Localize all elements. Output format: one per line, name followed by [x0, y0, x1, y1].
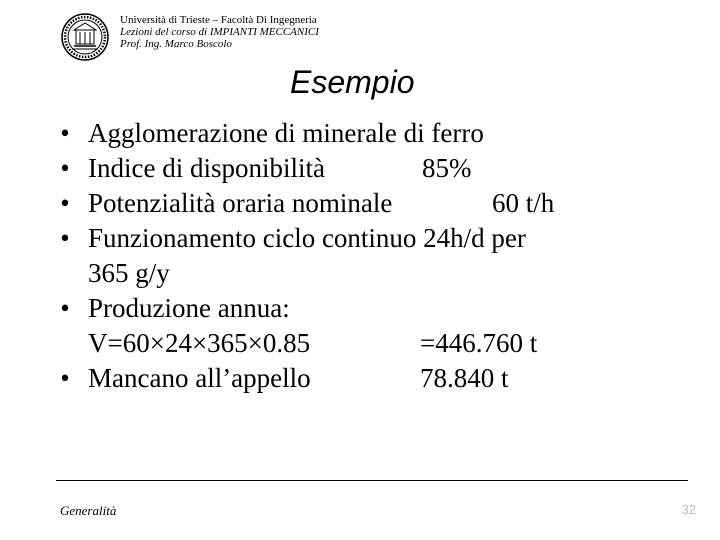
bullet-value: 78.840 t [420, 363, 509, 393]
bullet-label: Mancano all’appello [88, 363, 311, 393]
formula-text: V=60×24×365×0.85 [88, 328, 311, 358]
bullet-item [56, 151, 696, 186]
bullet-item [56, 291, 696, 361]
bullet-item [56, 186, 696, 221]
footer-divider [56, 480, 688, 481]
bullet-item [56, 361, 696, 396]
bullet-value: 85% [422, 153, 472, 183]
bullet-icon: • [60, 293, 70, 323]
bullet-list [56, 116, 696, 396]
header-course: Lezioni del corso di IMPIANTI MECCANICI [120, 26, 319, 38]
bullet-item [56, 221, 696, 291]
bullet-label: Indice di disponibilità [88, 153, 325, 183]
header-block [120, 14, 319, 50]
formula-result: =446.760 t [420, 328, 538, 358]
bullet-text-continued: 365 g/y [88, 258, 170, 288]
bullet-value: 60 t/h [492, 188, 555, 218]
page-number: 32 [681, 502, 696, 517]
university-seal-icon [60, 12, 110, 62]
bullet-icon: • [60, 153, 70, 183]
slide-title: Esempio [290, 64, 415, 100]
header-professor: Prof. Ing. Marco Boscolo [120, 38, 232, 50]
footer-section: Generalità [60, 503, 117, 518]
bullet-text: Agglomerazione di minerale di ferro [88, 118, 484, 148]
bullet-icon: • [60, 118, 70, 148]
bullet-text: Produzione annua: [88, 293, 290, 323]
bullet-icon: • [60, 188, 70, 218]
header-university: Università di Trieste – Facoltà Di Ingegneria [120, 14, 317, 26]
bullet-label: Potenzialità oraria nominale [88, 188, 393, 218]
bullet-text: Funzionamento ciclo continuo 24h/d per [88, 223, 526, 253]
bullet-icon: • [60, 363, 70, 393]
bullet-item [56, 116, 696, 151]
bullet-icon: • [60, 223, 70, 253]
